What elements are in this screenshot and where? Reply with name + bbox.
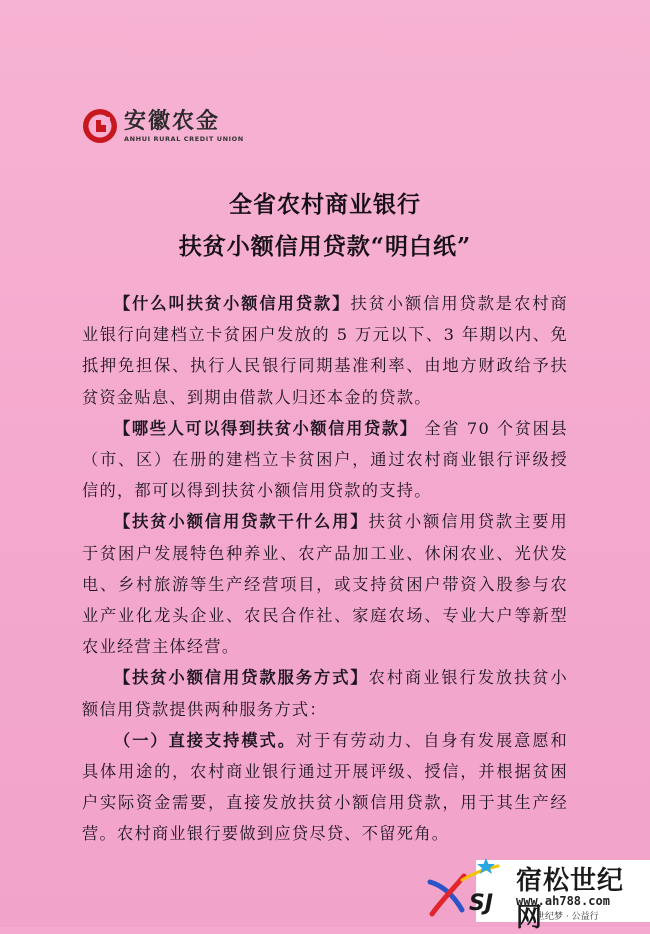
site-name: 宿松世纪网 bbox=[516, 866, 625, 933]
section-definition bbox=[82, 288, 568, 413]
section-heading: （一）直接支持模式。 bbox=[114, 730, 296, 750]
section-eligibility bbox=[82, 413, 568, 507]
section-text: 农村商业银行发放扶贫小额信用贷款提供两种服务方式： bbox=[82, 668, 568, 719]
title-line-1: 全省农村商业银行 bbox=[229, 191, 421, 218]
section-text: 全省 70 个贫困县（市、区）在册的建档立卡贫困户，通过农村商业银行评级授信的，都可以得到扶贫小额信用贷款的支持。 bbox=[82, 418, 568, 501]
section-heading: 【扶贫小额信用贷款干什么用】 bbox=[114, 512, 369, 532]
bank-logo-icon bbox=[82, 108, 118, 144]
bank-name-en: ANHUI RURAL CREDIT UNION bbox=[124, 134, 244, 143]
section-heading: 【哪些人可以得到扶贫小额信用贷款】 bbox=[114, 418, 418, 438]
title-line-2: 扶贫小额信用贷款“明白纸” bbox=[178, 233, 472, 260]
document-body bbox=[82, 288, 568, 850]
section-heading: 【扶贫小额信用贷款服务方式】 bbox=[114, 668, 369, 688]
section-heading: 【什么叫扶贫小额信用贷款】 bbox=[114, 294, 351, 313]
bank-logo bbox=[82, 108, 244, 144]
section-text: 扶贫小额信用贷款是农村商业银行向建档立卡贫困户发放的 5 万元以下、3 年期以内、免抵押免担保、执行人民银行同期基准利率、由地方财政给予扶贫资金贴息、到期由借款人归还本金的贷款。 bbox=[82, 294, 568, 407]
bank-name-cn: 安徽农金 bbox=[124, 108, 221, 134]
section-usage bbox=[82, 506, 568, 662]
section-service-modes bbox=[82, 662, 568, 724]
site-watermark bbox=[424, 852, 650, 933]
site-slogan: 世纪梦 · 公益行 bbox=[536, 912, 599, 922]
section-text: 扶贫小额信用贷款主要用于贫困户发展特色种养业、农产品加工业、休闲农业、光伏发电、乡村旅游等生产经营项目，或支持贫困户带资入股参与农业产业化龙头企业、农民合作社、家庭农场、专业大户等新型农业经营主体经营。 bbox=[82, 512, 568, 657]
site-url: www.ah788.com bbox=[516, 894, 610, 908]
section-direct-support bbox=[82, 725, 568, 850]
watermark-icon-text: SJ bbox=[469, 891, 494, 916]
section-text: 对于有劳动力、自身有发展意愿和具体用途的，农村商业银行通过开展评级、授信，并根据贫困户实际资金需要，直接发放扶贫小额信用贷款，用于其生产经营。农村商业银行要做到应贷尽贷、不留死角。 bbox=[82, 730, 569, 844]
